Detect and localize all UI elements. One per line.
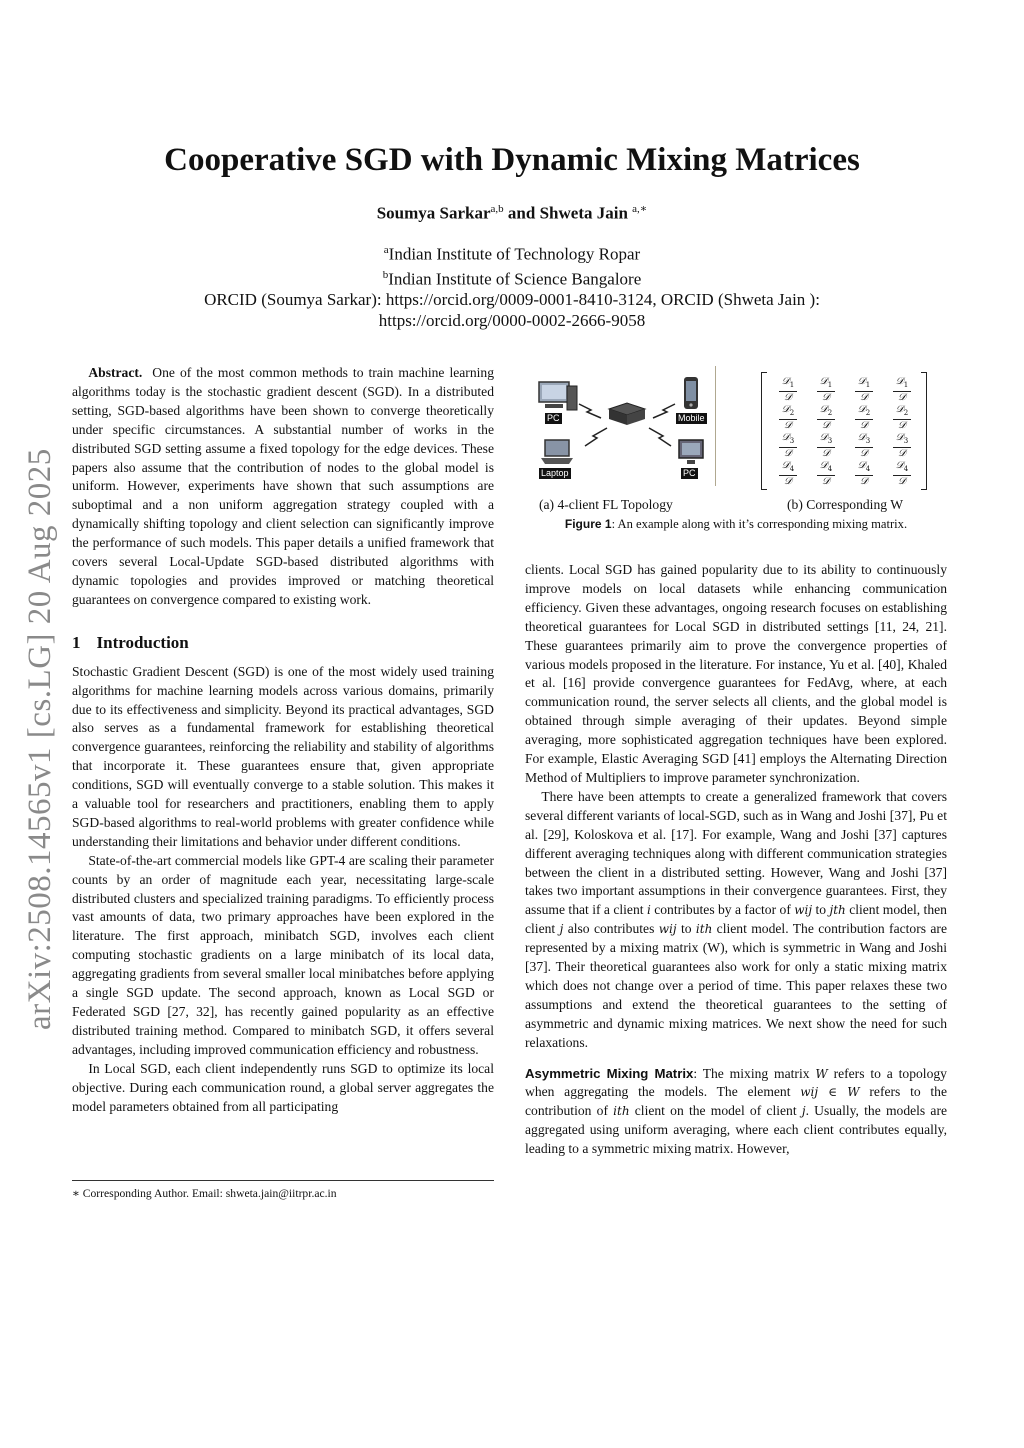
matrix-cell: 𝒟$_2$ 𝒟 (849, 404, 879, 431)
author-2-affil: a,∗ (632, 203, 648, 215)
affil-a: Indian Institute of Technology Ropar (388, 244, 641, 264)
right-column (525, 561, 947, 1159)
p3-text-c: refers to the contribution of (525, 1084, 947, 1119)
section-heading-introduction (72, 634, 494, 653)
intro-paragraph-3: In Local SGD, each client independently runs SGD to optimize its local objective. During each communication round, a global server aggregates the model parameters obtained from all participating (72, 1060, 494, 1114)
p3-text-b: refers to a topology when aggregating the models. The element (525, 1065, 947, 1100)
matrix-bracket-right (921, 372, 927, 490)
matrix-cell: 𝒟$_2$ 𝒟 (811, 404, 841, 431)
arxiv-side-stamp: arXiv:2508.14565v1 [cs.LG] 20 Aug 2025 (22, 448, 58, 1030)
mixing-matrix (761, 372, 927, 488)
laptop-label: Laptop (541, 468, 569, 478)
orcid-line-2: https://orcid.org/0000-0002-2666-9058 (378, 310, 646, 330)
pc-label-2: PC (683, 468, 696, 478)
figure-1 (525, 364, 947, 544)
section-title: Introduction (96, 632, 189, 652)
subcaption-a: (a) 4-client FL Topology (539, 497, 673, 512)
p2-text-e: also contributes (567, 921, 655, 937)
p3-text-d: client on the model of client (634, 1103, 797, 1119)
figure-caption-label: Figure 1 (564, 517, 612, 531)
subcaption-b: (b) Corresponding W (787, 497, 904, 512)
intro-paragraph-1: Stochastic Gradient Descent (SGD) is one of the most widely used training algorithms for machine learning models across various domains, primarily due to its effectiveness and simplicity. Beyond its practical advantages, SGD also serves as a fundamental framework for establishing theoretical convergence guarantees, reinforcing the reliability and stability of algorithms that incorporate it. These guarantees ensure that, given appropriate conditions, SGD will eventually converge to a stable solution. This makes it a valuable tool for researchers and practitioners, enabling them to apply SGD-based algorithms to real-world problems with greater confidence while understanding their limitations and behavior under different conditions. (72, 663, 494, 849)
orcid-line-1: ORCID (Soumya Sarkar): https://orcid.org/0009-0001-8410-3124, ORCID (Shweta Jain ): (204, 290, 820, 310)
wireless-links-icon (575, 400, 685, 450)
intro-paragraph-2: State-of-the-art commercial models like GPT-4 are scaling their parameter counts by an order of magnitude each year, necessitating large-scale distributed clusters and specialized training paradigms. To efficiently process vast amounts of data, two primary approaches have been explored in the literature. The first approach, minibatch SGD, involves each client computing stochastic gradients on a large minibatch of its local data, aggregating gradients from several smaller local minibatches before applying a single SGD update. The second approach, known as Local SGD or Federated SGD [27, 32], has recently gained popularity as an effective distributed training method. Compared to minibatch SGD, it offers several advantages, including improved communication efficiency and robustness. (72, 852, 494, 1057)
abstract (72, 364, 494, 610)
matrix-bracket-left (761, 372, 767, 490)
author-2: Shweta Jain (539, 203, 628, 223)
mobile-icon (683, 376, 699, 415)
math-wij: wij (794, 903, 813, 918)
matrix-cell: 𝒟$_4$ 𝒟 (773, 460, 803, 487)
matrix-cell: 𝒟$_4$ 𝒟 (849, 460, 879, 487)
math-W: W (815, 1066, 828, 1081)
footnote-rule (72, 1180, 494, 1181)
matrix-cell: 𝒟$_3$ 𝒟 (849, 432, 879, 459)
math-wij-in-W: wij ∈ W (800, 1085, 860, 1100)
matrix-cell: 𝒟$_1$ 𝒟 (773, 376, 803, 403)
abstract-label: Abstract. (88, 365, 143, 380)
p2-text-b: contributes by a factor of (654, 902, 791, 918)
left-column (72, 364, 494, 1116)
matrix-cell: 𝒟$_4$ 𝒟 (887, 460, 917, 487)
matrix-cell: 𝒟$_4$ 𝒟 (811, 460, 841, 487)
right-paragraph-3 (525, 1065, 947, 1160)
affil-a-mark: a (383, 244, 389, 256)
matrix-cell: 𝒟$_2$ 𝒟 (887, 404, 917, 431)
math-wij: wij (658, 922, 677, 937)
figure-caption (525, 517, 947, 532)
footnote: ∗ Corresponding Author. Email: shweta.jain@iitrpr.ac.in (72, 1187, 337, 1200)
p2-text-d: client model, then client (525, 902, 947, 937)
runin-heading: Asymmetric Mixing Matrix (525, 1065, 694, 1081)
author-1-affil: a,b (490, 203, 504, 215)
matrix-cell: 𝒟$_1$ 𝒟 (811, 376, 841, 403)
affil-b: Indian Institute of Science Bangalore (388, 269, 642, 289)
figure-caption-text: : An example along with it’s corresponding mixing matrix. (611, 517, 908, 531)
math-j: j (801, 1104, 806, 1119)
math-ith: ith (613, 1104, 630, 1119)
math-ith: ith (695, 922, 713, 937)
affil-b-mark: b (382, 269, 389, 282)
p2-text-a: There have been attempts to create a generalized framework that covers several different variants of local-SGD, such as in Wang and Joshi [37], Pu et al. [29], Koloskova et al. [17]. For example, Wang and Joshi [37] captures different averaging techniques along with different communication strategies between the client in a distributed setting. However, Wang and Joshi [37] takes two important assumptions in their convergence guarantees. First, they assume that if a client (525, 788, 947, 918)
author-line (0, 202, 1024, 224)
abstract-text: One of the most common methods to train machine learning algorithms today is the stochastic gradient descent (SGD). In a distributed setting, SGD-based algorithms have been shown to converge theoretically under specific circumstances. A substantial number of works in the distributed SGD setting assume a fixed topology for the edge devices. These papers also assume that the contribution of nodes to the global model is uniform. However, experiments have shown that such assumptions are suboptimal and a non uniform aggregation strategy coupled with a dynamically shifting topology and client selection can significantly improve the performance of such models. This paper details a unified framework that covers several Local-Update SGD-based distributed algorithms with dynamic topologies and provides improved or matching theoretical guarantees on convergence compared to existing work. (72, 365, 494, 607)
p2-text-g: client model. The contribution factors are represented by a mixing matrix (W), which is symmetric in Wang and Joshi [37]. Their theoretical guarantees also work for only a static mixing matrix which does not change over a period of time. This paper relaxes these two assumptions and extend the theoretical guarantees to the setting of asymmetric and dynamic mixing matrices. We next show the need for such relaxations. (525, 921, 947, 1050)
math-jth: jth (829, 903, 846, 918)
matrix-cell: 𝒟$_2$ 𝒟 (773, 404, 803, 431)
math-j: j (559, 922, 564, 937)
right-paragraph-1: clients. Local SGD has gained popularity due to its ability to continuously improve models on local datasets while enhancing communication efficiency. Given these advantages, ongoing research focuses on establishing theoretical guarantees for Local SGD in distributed settings [11, 24, 21]. These guarantees primarily aim to prove the convergence properties of various models proposed in the literature. For instance, Yu et al. [40], Khaled et al. [16] provide convergence guarantees for FedAvg, where, at each communication round, the server selects all clients, and the global model is obtained through simple averaging of their updates. Beyond simple averaging, more sophisticated aggregation techniques have been explored. For example, Elastic Averaging SGD [41] employs the Alternating Direction Method of Multipliers to improve parameter synchronization. (525, 562, 947, 785)
figure-divider (715, 366, 716, 486)
matrix-cell: 𝒟$_3$ 𝒟 (811, 432, 841, 459)
matrix-cell: 𝒟$_3$ 𝒟 (887, 432, 917, 459)
pc-label-1: PC (547, 413, 560, 423)
matrix-cell: 𝒟$_1$ 𝒟 (887, 376, 917, 403)
affiliations (0, 240, 1024, 331)
p3-text-a: : The mixing matrix (693, 1065, 810, 1081)
p2-text-c: to (815, 902, 827, 918)
math-i: i (646, 903, 651, 918)
p2-text-f: to (680, 921, 692, 937)
matrix-cell: 𝒟$_3$ 𝒟 (773, 432, 803, 459)
section-number: 1 (72, 632, 81, 652)
paper-title: Cooperative SGD with Dynamic Mixing Matrices (164, 142, 860, 178)
author-and: and (507, 203, 536, 223)
mobile-label: Mobile (678, 413, 705, 423)
p3-text-e: . Usually, the models are aggregated using uniform averaging, where each client contributes equally, leading to a symmetric mixing matrix. However, (525, 1103, 948, 1157)
author-1: Soumya Sarkar (376, 203, 491, 223)
right-paragraph-2 (525, 788, 947, 1053)
matrix-cell: 𝒟$_1$ 𝒟 (849, 376, 879, 403)
